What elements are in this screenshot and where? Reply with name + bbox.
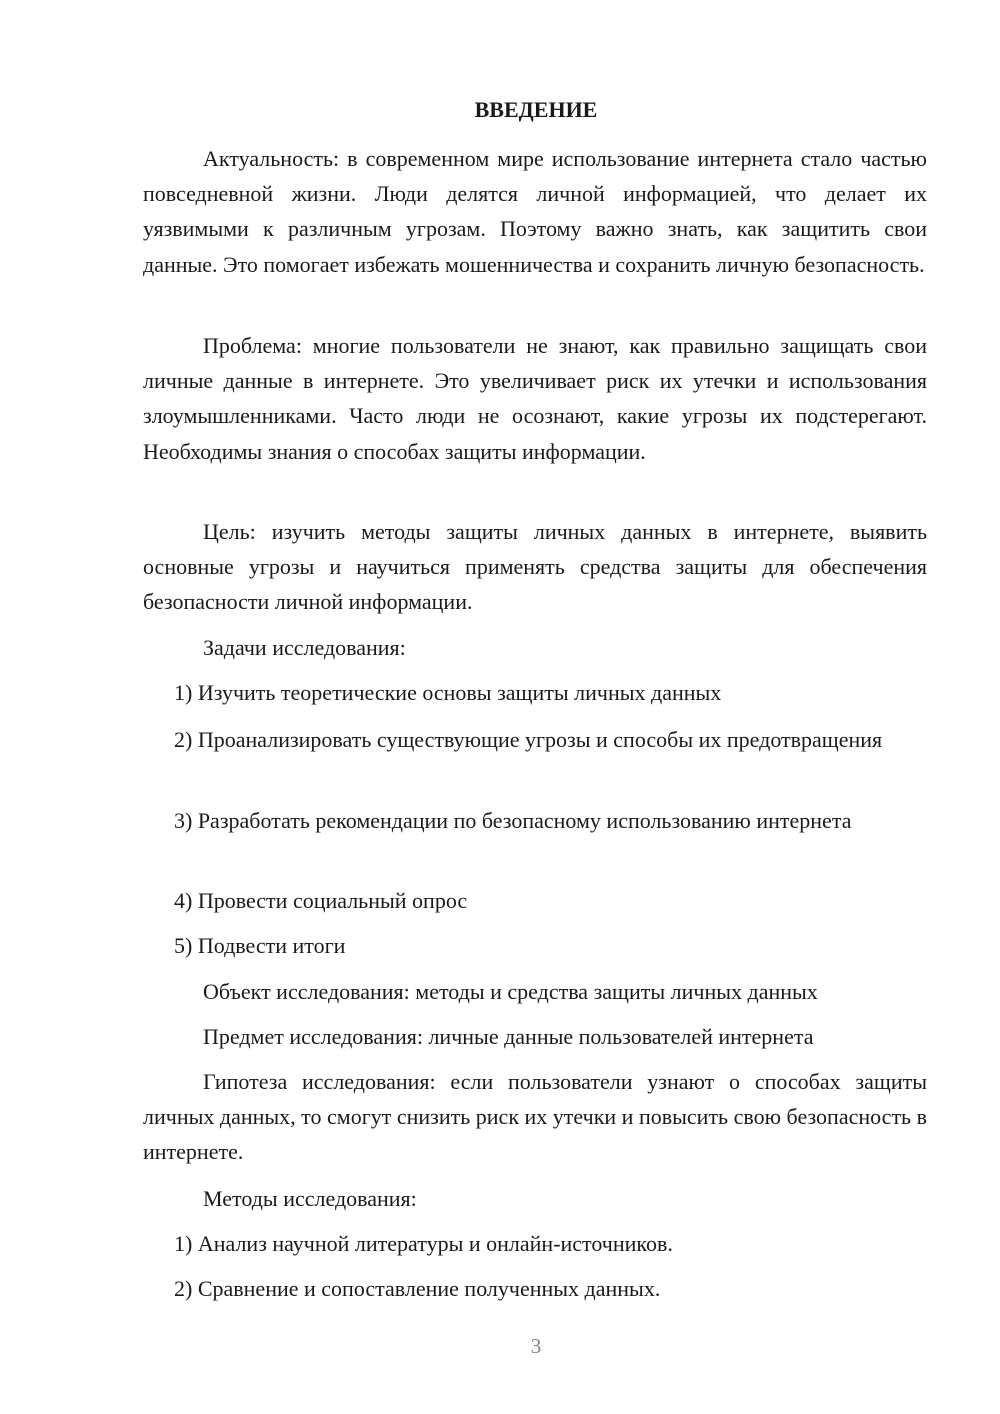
goal-paragraph: Цель: изучить методы защиты личных данных в интернете, выявить основные угрозы и научиться применять средства защиты для обеспечения безопасности личной информации. [143, 519, 927, 615]
object-paragraph: Объект исследования: методы и средства защиты личных данных [203, 979, 818, 1004]
tasks-heading: Задачи исследования: [203, 635, 406, 660]
task-item: 1) Изучить теоретические основы защиты личных данных [174, 680, 722, 705]
task-item: 5) Подвести итоги [174, 933, 346, 958]
methods-heading: Методы исследования: [203, 1186, 417, 1211]
subject-paragraph: Предмет исследования: личные данные пользователей интернета [203, 1024, 814, 1049]
method-item: 2) Сравнение и сопоставление полученных данных. [174, 1276, 661, 1301]
task-item: 3) Разработать рекомендации по безопасному использованию интернета [174, 808, 852, 833]
problem-paragraph: Проблема: многие пользователи не знают, как правильно защищать свои личные данные в интернете. Это увеличивает риск их утечки и использования злоумышленниками. Часто люди не осознают, какие угрозы их подстерегают. Необходимы знания о способах защиты информации. [143, 333, 927, 464]
hypothesis-paragraph: Гипотеза исследования: если пользователи узнают о способах защиты личных данных, то смогут снизить риск их утечки и повысить свою безопасность в интернете. [143, 1069, 927, 1165]
method-item: 1) Анализ научной литературы и онлайн-источников. [174, 1231, 673, 1256]
relevance-paragraph: Актуальность: в современном мире использование интернета стало частью повседневной жизни. Люди делятся личной информацией, что делает их уязвимыми к различным угрозам. Поэтому важно знать, как защитить свои данные. Это помогает избежать мошенничества и сохранить личную безопасность. [143, 146, 927, 277]
section-heading: ВВЕДЕНИЕ [474, 97, 598, 122]
task-item: 2) Проанализировать существующие угрозы и способы их предотвращения [174, 727, 883, 752]
page-number: 3 [530, 1334, 542, 1358]
task-item: 4) Провести социальный опрос [174, 888, 468, 913]
